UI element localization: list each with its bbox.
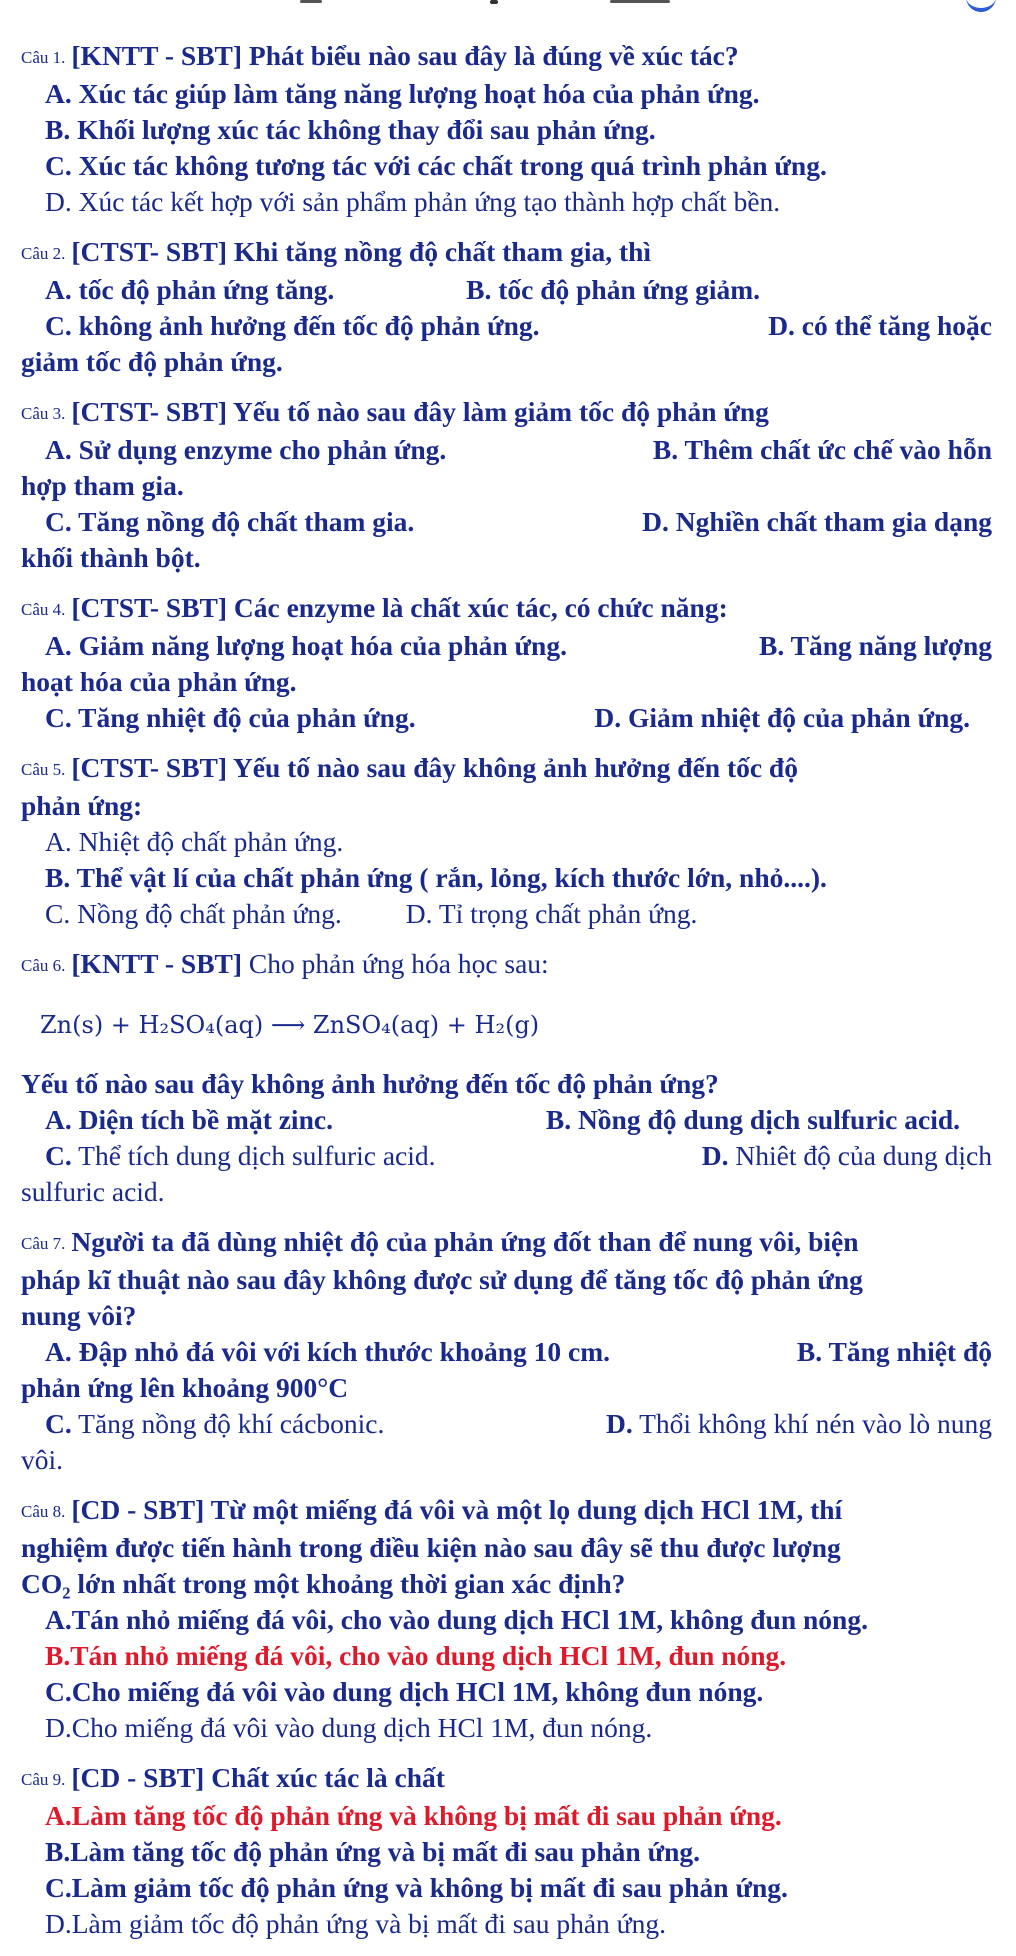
option-b: B. Nồng độ dung dịch sulfuric acid. [545,1104,960,1135]
stem-text: Cho phản ứng hóa học sau: [248,948,549,979]
option-row [18,432,1000,468]
option-b-continued: phản ứng lên khoảng 900°C [21,1372,349,1403]
stem-continued: pháp kĩ thuật nào sau đây không được sử dụng để tăng tốc độ phản ứng [21,1264,863,1295]
option-c: C. Tăng nhiệt độ của phản ứng. [45,702,416,733]
option-a: A. Diện tích bề mặt zinc. [45,1104,333,1135]
edge-mark [300,0,322,3]
option-c: C. Xúc tác không tương tác với các chất trong quá trình phản ứng. [45,150,827,181]
question-6 [18,946,1000,1210]
stem-continued: nghiệm được tiến hành trong điều kiện nào sau đây sẽ thu được lượng [21,1532,841,1563]
option-label: D. [605,1408,633,1439]
stem-text: Chất xúc tác là chất [211,1762,445,1793]
option-d: D. Nghiền chất tham gia dạng [642,506,992,537]
option-a: A. Sử dụng enzyme cho phản ứng. [45,434,447,465]
stem-text: Người ta đã dùng nhiệt độ của phản ứng đốt than để nung vôi, biện [71,1226,859,1257]
option-b-correct: B.Tán nhỏ miếng đá vôi, cho vào dung dịch HCl 1M, đun nóng. [45,1640,787,1671]
stem-text: [KNTT - SBT] Phát biểu nào sau đây là đúng về xúc tác? [71,40,739,71]
question-number: Câu 9. [21,1770,66,1789]
stem-text: [CD - SBT] Từ một miếng đá vôi và một lọ dung dịch HCl 1M, thí [71,1494,843,1525]
option-b: B. Khối lượng xúc tác không thay đổi sau phản ứng. [45,114,656,145]
question-number: Câu 5. [21,760,66,779]
option-d: D. Giảm nhiệt độ của phản ứng. [594,702,970,733]
question-1 [18,38,1000,220]
option-label: D. [701,1140,729,1171]
question-9 [18,1760,1000,1942]
question-3 [18,394,1000,576]
option-d [606,1406,992,1442]
option-text: Nhiêt độ của dung dịch [735,1140,992,1171]
option-row [18,1138,1000,1174]
option-row [18,628,1000,664]
option-d: D. Tỉ trọng chất phản ứng. [405,898,698,929]
option-c: C.Làm giảm tốc độ phản ứng và không bị mất đi sau phản ứng. [45,1872,788,1903]
stem-text: [CTST- SBT] Các enzyme là chất xúc tác, có chức năng: [71,592,728,623]
question-8 [18,1492,1000,1746]
question-stem [18,1224,1000,1262]
option-c: C. Tăng nồng độ chất tham gia. [45,506,415,537]
chemical-equation: Zn(s) + H₂SO₄(aq) ⟶ ZnSO₄(aq) + H₂(g) [40,1011,540,1039]
option-d-continued: sulfuric acid. [21,1176,165,1207]
question-number: Câu 4. [21,600,66,619]
stem-text: [CTST- SBT] Yếu tố nào sau đây không ảnh hưởng đến tốc độ [71,752,798,783]
worksheet [0,38,1000,1956]
top-edge-marks [0,0,1016,34]
question-number: Câu 8. [21,1502,66,1521]
stem-source: [CD - SBT] [71,1762,205,1793]
option-label: C. [45,1408,72,1439]
option-row [18,308,1000,344]
edge-arc-mark [966,0,996,12]
question-5 [18,750,1000,932]
option-d: D.Làm giảm tốc độ phản ứng và bị mất đi sau phản ứng. [45,1908,666,1939]
option-b: B. Thêm chất ức chế vào hỗn [652,434,992,465]
option-d-continued: giảm tốc độ phản ứng. [21,346,283,377]
question-4 [18,590,1000,736]
edge-mark [490,0,498,4]
option-row [18,1406,1000,1442]
option-c: C.Cho miếng đá vôi vào dung dịch HCl 1M, không đun nóng. [45,1676,764,1707]
option-d [702,1138,992,1174]
question-7 [18,1224,1000,1478]
option-b: B. Tăng năng lượng [759,630,992,661]
stem-continued: nung vôi? [21,1300,137,1331]
option-text: Thể tích dung dịch sulfuric acid. [78,1140,436,1171]
option-row [18,1102,1000,1138]
option-b-continued: hợp tham gia. [21,470,184,501]
option-a: A. Giảm năng lượng hoạt hóa của phản ứng. [45,630,567,661]
option-d: D.Cho miếng đá vôi vào dung dịch HCl 1M, đun nóng. [45,1712,653,1743]
option-a: A. Đập nhỏ đá vôi với kích thước khoảng 10 cm. [45,1336,610,1367]
option-d-continued: vôi. [21,1444,64,1475]
question-number: Câu 1. [21,48,66,67]
question-stem [18,946,1000,984]
stem-source: [KNTT - SBT] [71,948,243,979]
option-c: C. Nồng độ chất phản ứng. [45,898,342,929]
question-stem [18,750,1000,788]
option-a: A. Xúc tác giúp làm tăng năng lượng hoạt hóa của phản ứng. [45,78,760,109]
option-b-continued: hoạt hóa của phản ứng. [21,666,297,697]
option-d-continued: khối thành bột. [21,542,201,573]
option-row [18,272,1000,308]
option-row [18,1334,1000,1370]
option-d: D. Xúc tác kết hợp với sản phẩm phản ứng tạo thành hợp chất bền. [45,186,781,217]
option-row [18,700,1000,736]
question-stem [18,1492,1000,1530]
question-stem [18,38,1000,76]
option-c [45,1406,384,1442]
option-b: B. Thể vật lí của chất phản ứng ( rắn, lỏng, kích thước lớn, nhỏ....). [45,862,827,893]
option-row [18,896,1000,932]
option-b: B. tốc độ phản ứng giảm. [466,274,760,305]
question-2 [18,234,1000,380]
question-stem [18,590,1000,628]
option-c [45,1138,436,1174]
option-a: A.Tán nhỏ miếng đá vôi, cho vào dung dịch HCl 1M, không đun nóng. [45,1604,868,1635]
stem-continued: CO₂ lớn nhất trong một khoảng thời gian xác định? [21,1568,626,1599]
stem-text: [CTST- SBT] Khi tăng nồng độ chất tham gia, thì [71,236,652,267]
question-prompt: Yếu tố nào sau đây không ảnh hưởng đến tốc độ phản ứng? [21,1068,719,1099]
option-a: A. Nhiệt độ chất phản ứng. [45,826,344,857]
option-label: C. [45,1140,72,1171]
question-number: Câu 6. [21,956,66,975]
question-stem [18,394,1000,432]
question-number: Câu 7. [21,1234,66,1253]
option-row [18,504,1000,540]
edge-mark [610,0,670,3]
option-text: Tăng nồng độ khí cácbonic. [78,1408,385,1439]
option-a-correct: A.Làm tăng tốc độ phản ứng và không bị mất đi sau phản ứng. [45,1800,782,1831]
option-b: B.Làm tăng tốc độ phản ứng và bị mất đi sau phản ứng. [45,1836,700,1867]
option-text: Thổi không khí nén vào lò nung [639,1408,992,1439]
option-d: D. có thể tăng hoặc [768,310,992,341]
option-c: C. không ảnh hưởng đến tốc độ phản ứng. [45,310,540,341]
question-number: Câu 2. [21,244,66,263]
option-a: A. tốc độ phản ứng tăng. [45,274,335,305]
question-stem [18,234,1000,272]
option-b: B. Tăng nhiệt độ [796,1336,992,1367]
stem-text: [CTST- SBT] Yếu tố nào sau đây làm giảm tốc độ phản ứng [71,396,769,427]
question-stem [18,1760,1000,1798]
question-number: Câu 3. [21,404,66,423]
stem-continued: phản ứng: [21,790,143,821]
